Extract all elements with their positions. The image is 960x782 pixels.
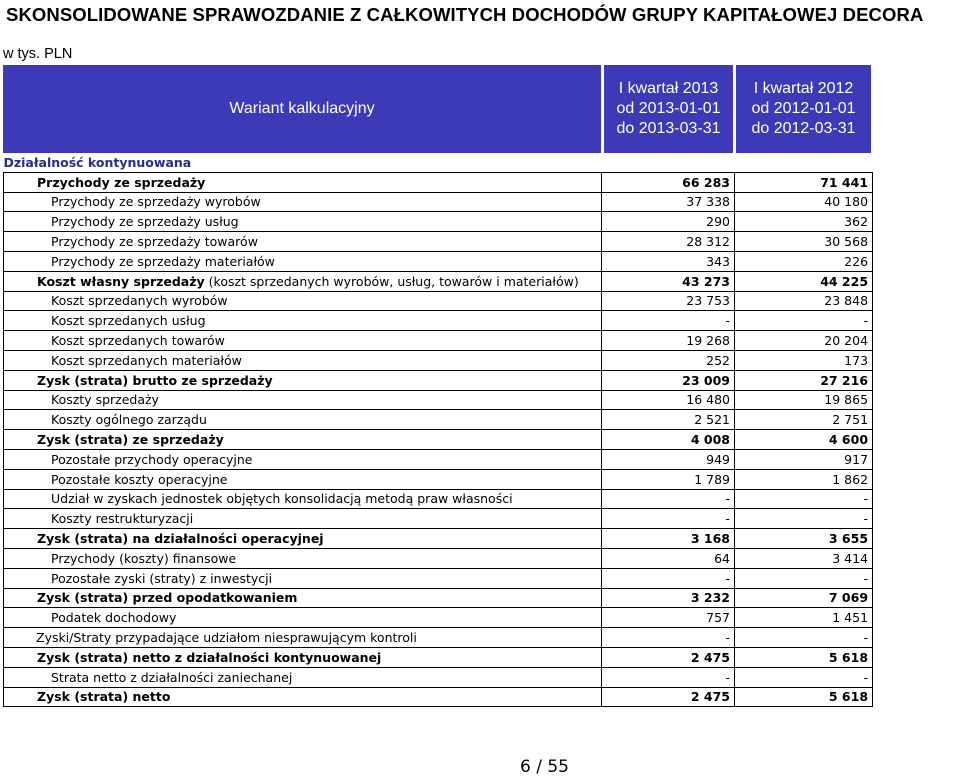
header-col-2013	[604, 65, 733, 153]
row-label-text: Koszt własny sprzedaży	[37, 273, 205, 289]
value-2012: -	[735, 568, 873, 588]
row-label	[4, 469, 602, 489]
value-2012: 917	[735, 449, 873, 469]
row-label	[4, 172, 602, 192]
row-label-text: Zysk (strata) na działalności operacyjnej	[37, 531, 324, 547]
row-label-text: Zysk (strata) netto z działalności kontynuowanej	[37, 649, 382, 665]
row-label	[4, 449, 602, 469]
row-label	[4, 548, 602, 568]
row-label-text: Koszty ogólnego zarządu	[51, 412, 207, 428]
header-col2-line1: I kwartał 2012	[753, 80, 854, 97]
value-2012: 44 225	[735, 271, 873, 291]
header-variant: Wariant kalkulacyjny	[3, 65, 601, 153]
value-2013: 43 273	[602, 271, 735, 291]
row-label	[4, 390, 602, 410]
row-label	[4, 311, 602, 331]
value-2013: 252	[602, 350, 735, 370]
row-label	[4, 628, 602, 648]
value-2013: -	[602, 568, 735, 588]
row-label-text: Zysk (strata) ze sprzedaży	[37, 432, 224, 448]
value-2012: 19 865	[735, 390, 873, 410]
table-row	[4, 291, 873, 311]
table-row	[4, 667, 873, 687]
table-row	[4, 687, 873, 707]
table-row	[4, 350, 873, 370]
row-label-text: Koszty sprzedaży	[51, 392, 159, 408]
table-row	[4, 647, 873, 667]
table-row	[4, 628, 873, 648]
row-label	[4, 588, 602, 608]
table-row	[4, 449, 873, 469]
value-2013: 290	[602, 212, 735, 232]
value-2012: 5 618	[735, 647, 873, 667]
row-label	[4, 608, 602, 628]
value-2012: 4 600	[735, 430, 873, 450]
row-label-text: Zysk (strata) brutto ze sprzedaży	[37, 372, 273, 388]
row-label	[4, 251, 602, 271]
header-col1-line2: od 2013-01-01	[616, 100, 721, 117]
row-label-text: Koszt sprzedanych usług	[51, 313, 206, 329]
table-row	[4, 172, 873, 192]
value-2013: 1 789	[602, 469, 735, 489]
unit-label: w tys. PLN	[3, 46, 73, 62]
value-2013: 757	[602, 608, 735, 628]
income-statement-table	[3, 153, 873, 707]
row-label	[4, 291, 602, 311]
table-row	[4, 548, 873, 568]
row-label-text: Koszt sprzedanych materiałów	[51, 352, 242, 368]
value-2013: -	[602, 628, 735, 648]
value-2013: -	[602, 311, 735, 331]
table-row	[4, 271, 873, 291]
row-label	[4, 350, 602, 370]
row-label-text: Zysk (strata) netto	[37, 689, 171, 705]
row-label-text: Koszt sprzedanych towarów	[51, 333, 225, 349]
row-label-text: Podatek dochodowy	[51, 610, 177, 626]
row-label-text: Przychody ze sprzedaży towarów	[51, 234, 258, 250]
table-row	[4, 568, 873, 588]
page-title: SKONSOLIDOWANE SPRAWOZDANIE Z CAŁKOWITYCH DOCHODÓW GRUPY KAPITAŁOWEJ DECORA	[6, 4, 924, 25]
value-2012: 3 655	[735, 529, 873, 549]
row-label-text: Strata netto z działalności zaniechanej	[51, 669, 293, 685]
value-2013: 949	[602, 449, 735, 469]
header-col1-line1: I kwartał 2013	[618, 80, 719, 97]
value-2012: 1 862	[735, 469, 873, 489]
table-row	[4, 370, 873, 390]
value-2012: 30 568	[735, 232, 873, 252]
value-2013: 37 338	[602, 192, 735, 212]
value-2012: 71 441	[735, 172, 873, 192]
header-col2-line2: od 2012-01-01	[751, 100, 856, 117]
table-row	[4, 212, 873, 232]
value-2012: 2 751	[735, 410, 873, 430]
value-2012: 5 618	[735, 687, 873, 707]
row-label-suffix: (koszt sprzedanych wyrobów, usług, towarów i materiałów)	[204, 273, 579, 289]
value-2013: 3 168	[602, 529, 735, 549]
row-label-text: Zysk (strata) przed opodatkowaniem	[37, 590, 298, 606]
row-label-text: Pozostałe zyski (straty) z inwestycji	[51, 570, 273, 586]
value-2013: 64	[602, 548, 735, 568]
value-2013: 28 312	[602, 232, 735, 252]
row-label	[4, 529, 602, 549]
table-row	[4, 311, 873, 331]
value-2013: -	[602, 489, 735, 509]
row-label-text: Przychody ze sprzedaży materiałów	[51, 253, 275, 269]
row-label	[4, 410, 602, 430]
row-label-text: Koszt sprzedanych wyrobów	[51, 293, 228, 309]
row-label	[4, 687, 602, 707]
value-2013: 4 008	[602, 430, 735, 450]
value-2012: 173	[735, 350, 873, 370]
row-label	[4, 271, 602, 291]
table-row	[4, 390, 873, 410]
value-2013: 23 753	[602, 291, 735, 311]
table-row	[4, 430, 873, 450]
row-label-text: Zyski/Straty przypadające udziałom niesprawującym kontroli	[36, 630, 417, 646]
value-2013: 66 283	[602, 172, 735, 192]
table-row	[4, 608, 873, 628]
value-2012: 20 204	[735, 331, 873, 351]
table-row	[4, 232, 873, 252]
value-2013: 343	[602, 251, 735, 271]
table-body	[4, 153, 873, 707]
row-label-text: Przychody ze sprzedaży	[37, 174, 206, 190]
table-row	[4, 588, 873, 608]
table-row	[4, 469, 873, 489]
row-label-text: Przychody ze sprzedaży wyrobów	[51, 194, 261, 210]
value-2012: -	[735, 489, 873, 509]
value-2012: 226	[735, 251, 873, 271]
row-label	[4, 370, 602, 390]
value-2012: 3 414	[735, 548, 873, 568]
table-row	[4, 489, 873, 509]
value-2012: 7 069	[735, 588, 873, 608]
table-row	[4, 251, 873, 271]
value-2012: 27 216	[735, 370, 873, 390]
table-row	[4, 529, 873, 549]
row-label	[4, 489, 602, 509]
table-row	[4, 331, 873, 351]
row-label-text: Pozostałe koszty operacyjne	[51, 471, 228, 487]
row-label	[4, 667, 602, 687]
table-row	[4, 509, 873, 529]
page-number: 6 / 55	[520, 757, 569, 777]
value-2013: 2 475	[602, 687, 735, 707]
value-2012: 1 451	[735, 608, 873, 628]
value-2013: 19 268	[602, 331, 735, 351]
value-2013: 23 009	[602, 370, 735, 390]
value-2013: 16 480	[602, 390, 735, 410]
value-2013: -	[602, 509, 735, 529]
row-label	[4, 647, 602, 667]
row-label	[4, 430, 602, 450]
value-2013: 2 521	[602, 410, 735, 430]
row-label	[4, 232, 602, 252]
value-2012: -	[735, 311, 873, 331]
value-2013: 3 232	[602, 588, 735, 608]
row-label	[4, 568, 602, 588]
section-label: Działalność kontynuowana	[4, 153, 873, 172]
value-2012: -	[735, 509, 873, 529]
value-2012: 23 848	[735, 291, 873, 311]
header-col1-line3: do 2013-03-31	[616, 120, 721, 137]
row-label-text: Pozostałe przychody operacyjne	[51, 451, 253, 467]
value-2012: -	[735, 667, 873, 687]
row-label-text: Przychody (koszty) finansowe	[51, 550, 237, 566]
section-row	[4, 153, 873, 172]
row-label-text: Przychody ze sprzedaży usług	[51, 214, 239, 230]
row-label	[4, 331, 602, 351]
value-2013: -	[602, 667, 735, 687]
table-row	[4, 192, 873, 212]
header-col-2012	[736, 65, 871, 153]
header-col2-line3: do 2012-03-31	[751, 120, 856, 137]
value-2012: 362	[735, 212, 873, 232]
row-label	[4, 192, 602, 212]
value-2012: 40 180	[735, 192, 873, 212]
row-label-text: Udział w zyskach jednostek objętych konsolidacją metodą praw własności	[51, 491, 513, 507]
row-label-text: Koszty restrukturyzacji	[51, 511, 194, 527]
table-row	[4, 410, 873, 430]
row-label	[4, 509, 602, 529]
value-2012: -	[735, 628, 873, 648]
value-2013: 2 475	[602, 647, 735, 667]
row-label	[4, 212, 602, 232]
